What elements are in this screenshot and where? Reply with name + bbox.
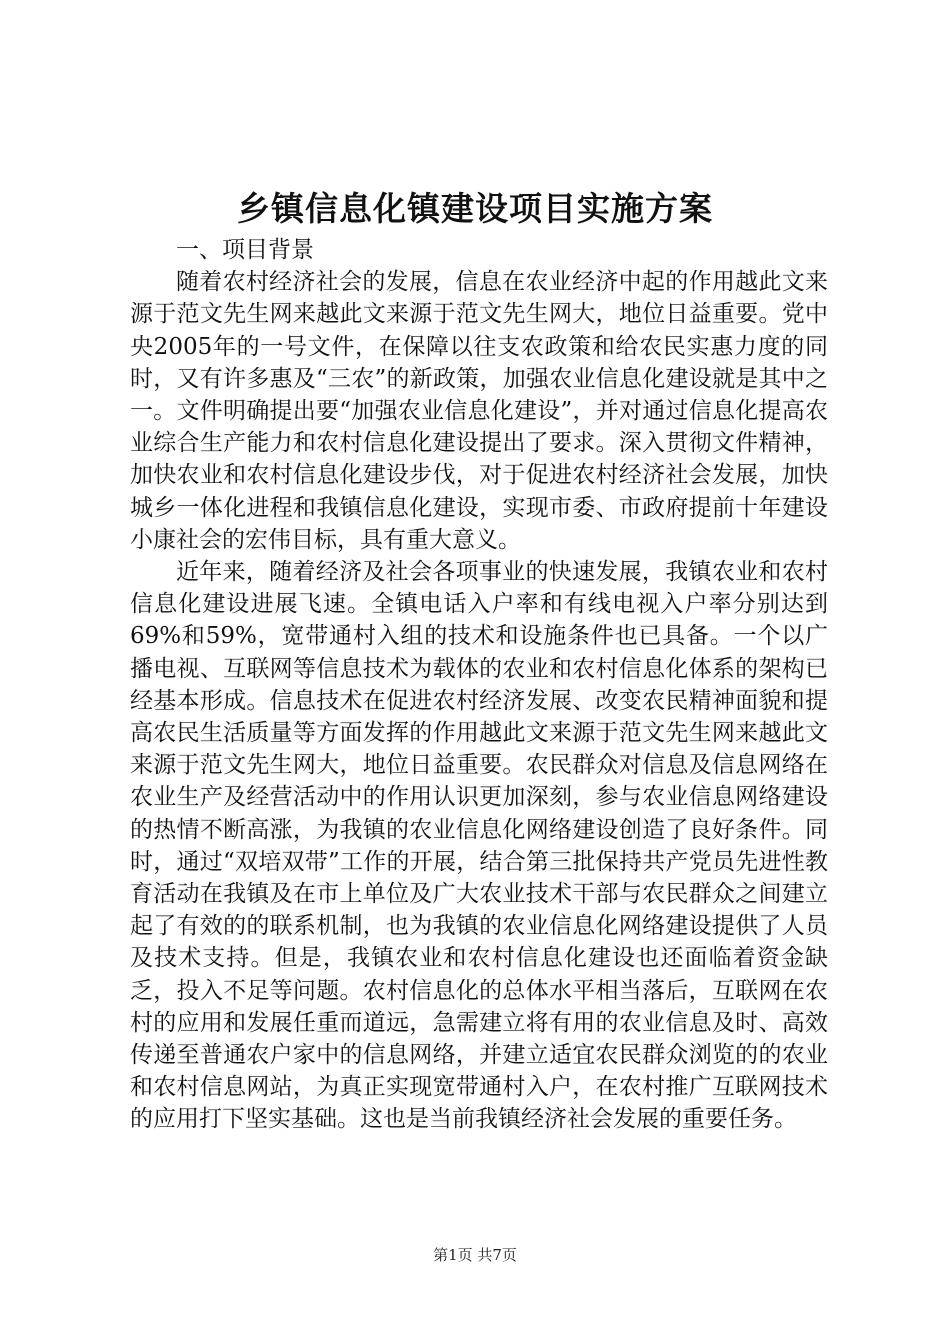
document-title: 乡镇信息化镇建设项目实施方案 — [237, 189, 713, 228]
paragraph-2: 近年来，随着经济及社会各项事业的快速发展，我镇农业和农村信息化建设进展飞速。全镇电话入户率和有线电视入户率分别达到69%和59%，宽带通村入组的技术和设施条件也已具备。一个以广播电视、互联网等信息技术为载体的农业和农村信息化体系的架构已经基本形成。信息技术在促进农村经济发展、改变农民精神面貌和提高农民生活质量等方面发挥的作用越此文来源于范文先生网来越此文来源于范文先生网大，地位日益重要。农民群众对信息及信息网络在农业生产及经营活动中的作用认识更加深刻，参与农业信息网络建设的热情不断高涨，为我镇的农业信息化网络建设创造了良好条件。同时，通过“双培双带”工作的开展，结合第三批保持共产党员先进性教育活动在我镇及在市上单位及广大农业技术干部与农民群众之间建立起了有效的的联系机制，也为我镇的农业信息化网络建设提供了人员及技术支持。但是，我镇农业和农村信息化建设也还面临着资金缺乏，投入不足等问题。农村信息化的总体水平相当落后，互联网在农村的应用和发展任重而道远，急需建立将有用的农业信息及时、高效传递至普通农户家中的信息网络，并建立适宜农民群众浏览的的农业和农村信息网站，为真正实现宽带通村入户，在农村推广互联网技术的应用打下坚实基础。这也是当前我镇经济社会发展的重要任务。 — [130, 559, 828, 1133]
paragraph-1: 随着农村经济社会的发展，信息在农业经济中起的作用越此文来源于范文先生网来越此文来源于范文先生网大，地位日益重要。党中央2005年的一号文件，在保障以往支农政策和给农民实惠力度的同时，又有许多惠及“三农”的新政策，加强农业信息化建设就是其中之一。文件明确提出要“加强农业信息化建设”，并对通过信息化提高农业综合生产能力和农村信息化建设提出了要求。深入贯彻文件精神，加快农业和农村信息化建设步伐，对于促进农村经济社会发展，加快城乡一体化进程和我镇信息化建设，实现市委、市政府提前十年建设小康社会的宏伟目标，具有重大意义。 — [130, 269, 828, 553]
section-heading: 一、项目背景 — [176, 237, 314, 263]
document-body — [130, 234, 828, 1136]
page-footer: 第1页 共7页 — [433, 1246, 517, 1264]
